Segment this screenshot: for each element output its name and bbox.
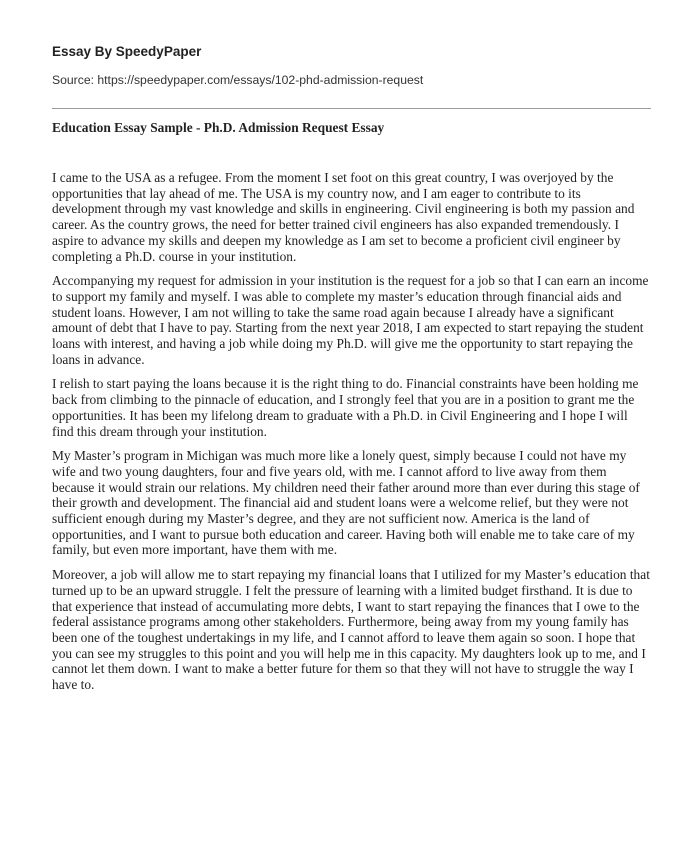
essay-paragraph: I relish to start paying the loans because it is the right thing to do. Financial constraints have been holding me back from climbing to the pinnacle of education, and I strongly feel that you are in a position to grant me the opportunities. It has been my lifelong dream to graduate with a Ph.D. in Civil Engineering and I hope I will find this dream through your institution. (52, 376, 639, 439)
essay-paragraph: Moreover, a job will allow me to start repaying my financial loans that I utilized for my Master’s education that turned up to be an upward struggle. I felt the pressure of learning with a limited budget firsthand. It is due to that experience that instead of accumulating more debts, I want to start repaying the finances that I owe to the federal assistance programs among other stakeholders. Furthermore, being away from my young family has been one of the toughest undertakings in my life, and I cannot afford to leave them again so soon. I hope that you can see my struggles to this point and you will help me in this capacity. My daughters look up to me, and I cannot let them down. I want to make a better future for them so that they will not have to struggle the way I have to. (52, 567, 650, 693)
document-header-title: Essay By SpeedyPaper (52, 44, 202, 59)
essay-body (52, 170, 652, 702)
essay-paragraph: My Master’s program in Michigan was much more like a lonely quest, simply because I could not have my wife and two young daughters, four and five years old, with me. I cannot afford to live away from them because it would strain our relations. My children need their father around more than ever during this stage of their growth and development. The financial aid and student loans were a welcome relief, but they were not sufficient enough during my Master’s degree, and they are not sufficient now. America is the land of opportunities, and I want to pursue both education and career. Having both will enable me to take care of my family, but even more important, have them with me. (52, 448, 640, 558)
header-divider (52, 108, 651, 109)
essay-paragraph: I came to the USA as a refugee. From the moment I set foot on this great country, I was overjoyed by the opportunities that lay ahead of me. The USA is my country now, and I am eager to contribute to its development through my vast knowledge and skills in engineering. Civil engineering is both my passion and career. As the country grows, the need for better trained civil engineers has also expanded tremendously. I aspire to advance my skills and deepen my knowledge as I am set to become a proficient civil engineer by completing a Ph.D. course in your institution. (52, 170, 635, 264)
essay-title: Education Essay Sample - Ph.D. Admission Request Essay (52, 120, 385, 135)
essay-paragraph: Accompanying my request for admission in your institution is the request for a job so that I can earn an income to support my family and myself. I was able to complete my master’s education through financial aids and student loans. However, I am not willing to take the same road again because I already have a significant amount of debt that I have to pay. Starting from the next year 2018, I am expected to start repaying the student loans with interest, and having a job while doing my Ph.D. will give me the opportunity to start repaying the loans in advance. (52, 273, 649, 367)
source-line: Source: https://speedypaper.com/essays/102-phd-admission-request (52, 73, 424, 87)
